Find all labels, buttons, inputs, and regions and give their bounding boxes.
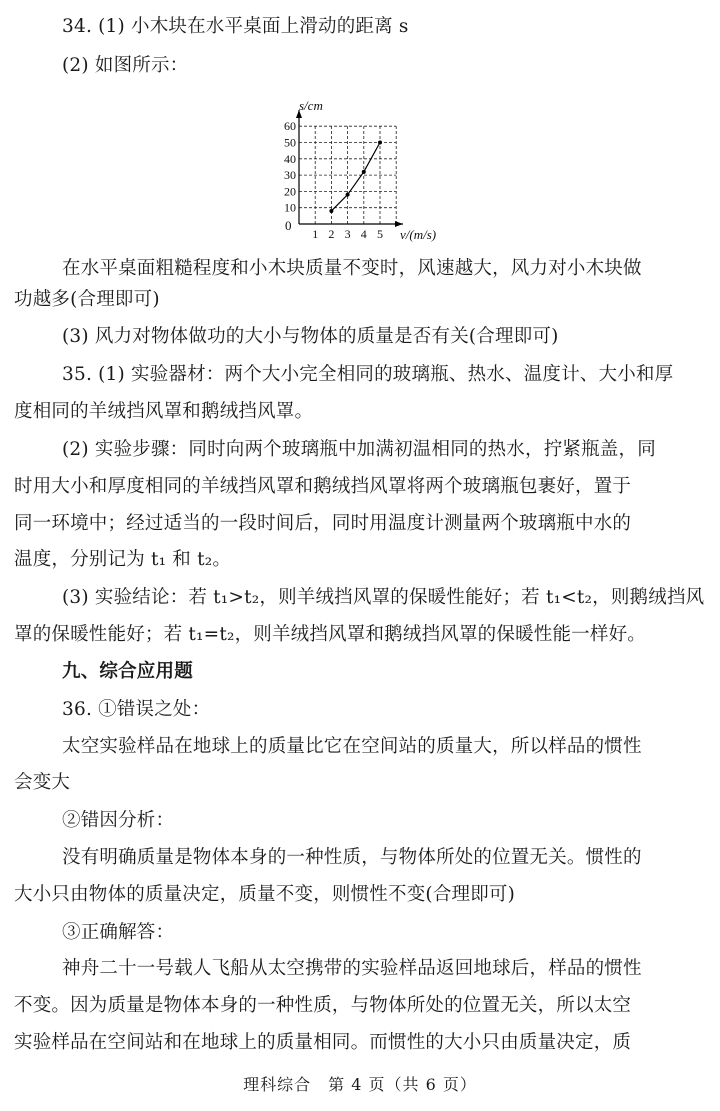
answer-36-correct-b: 不变。因为质量是物体本身的一种性质，与物体所处的位置无关，所以太空 — [14, 995, 632, 1016]
chart-grid — [299, 126, 396, 224]
origin-label: 0 — [285, 218, 292, 233]
y-tick-label: 40 — [284, 151, 296, 166]
answer-35-part1-a: 35. (1) 实验器材：两个大小完全相同的玻璃瓶、热水、温度计、大小和厚 — [62, 364, 674, 385]
x-tick-label: 4 — [360, 227, 367, 241]
x-tick-label: 3 — [344, 227, 351, 241]
data-point — [378, 141, 382, 145]
data-point — [362, 170, 366, 174]
answer-34-part2: (2) 如图所示： — [62, 55, 189, 76]
answer-36-correct-heading: ③正确解答： — [62, 922, 175, 943]
y-axis-label: s/cm — [299, 98, 323, 113]
y-tick-label: 50 — [284, 135, 296, 150]
answer-36-mistake-a: 太空实验样品在地球上的质量比它在空间站的质量大，所以样品的惯性 — [62, 736, 642, 757]
data-line — [331, 143, 380, 211]
answer-35-part2-c: 同一环境中；经过适当的一段时间后，同时用温度计测量两个玻璃瓶中水的 — [14, 513, 632, 534]
answer-35-part2-b: 时用大小和厚度相同的羊绒挡风罩和鹅绒挡风罩将两个玻璃瓶包裹好，置于 — [14, 476, 632, 497]
answer-35-part3-a: (3) 实验结论：若 t₁>t₂，则羊绒挡风罩的保暖性能好；若 t₁<t₂，则鹅绒挡风 — [62, 587, 705, 608]
data-point — [346, 193, 350, 197]
section-heading-9: 九、综合应用题 — [62, 661, 193, 682]
answer-36-analysis-a: 没有明确质量是物体本身的一种性质，与物体所处的位置无关。惯性的 — [62, 847, 642, 868]
answer-36-analysis-b: 大小只由物体的质量决定，质量不变，则惯性不变(合理即可) — [14, 884, 516, 905]
answer-36-analysis-heading: ②错因分析： — [62, 810, 175, 831]
answer-36-mistake-heading: 36. ①错误之处： — [62, 699, 211, 720]
answer-35-part2-a: (2) 实验步骤：同时向两个玻璃瓶中加满初温相同的热水，拧紧瓶盖，同 — [62, 439, 656, 460]
x-axis-label: v/(m/s) — [400, 227, 437, 242]
y-tick-label: 20 — [284, 184, 296, 199]
chart-axes — [296, 110, 403, 227]
answer-36-correct-a: 神舟二十一号载人飞船从太空携带的实验样品返回地球后，样品的惯性 — [62, 958, 642, 979]
y-tick-label: 10 — [284, 200, 296, 215]
data-point — [329, 209, 333, 213]
answer-35-part3-b: 罩的保暖性能好；若 t₁=t₂，则羊绒挡风罩和鹅绒挡风罩的保暖性能一样好。 — [14, 624, 646, 645]
answer-34-text-b: 功越多(合理即可) — [14, 289, 160, 310]
answer-36-correct-c: 实验样品在空间站和在地球上的质量相同。而惯性的大小只由质量决定，质 — [14, 1032, 632, 1053]
x-tick-label: 1 — [312, 227, 319, 241]
answer-34-part1: 34. (1) 小木块在水平桌面上滑动的距离 s — [62, 16, 409, 37]
y-tick-label: 30 — [284, 168, 296, 183]
answer-35-part2-d: 温度，分别记为 t₁ 和 t₂。 — [14, 549, 232, 570]
page-footer: 理科综合 第 4 页（共 6 页） — [243, 1075, 477, 1094]
answer-34-part3: (3) 风力对物体做功的大小与物体的质量是否有关(合理即可) — [62, 326, 559, 347]
y-tick-label: 60 — [284, 119, 296, 134]
answer-34-text-a: 在水平桌面粗糙程度和小木块质量不变时，风速越大，风力对小木块做 — [62, 258, 642, 279]
answer-35-part1-b: 度相同的羊绒挡风罩和鹅绒挡风罩。 — [14, 401, 314, 422]
s-v-chart — [278, 92, 458, 242]
chart-series — [329, 141, 382, 213]
answer-36-mistake-b: 会变大 — [14, 772, 71, 793]
x-tick-label: 2 — [328, 227, 335, 241]
x-tick-label: 5 — [377, 227, 383, 241]
